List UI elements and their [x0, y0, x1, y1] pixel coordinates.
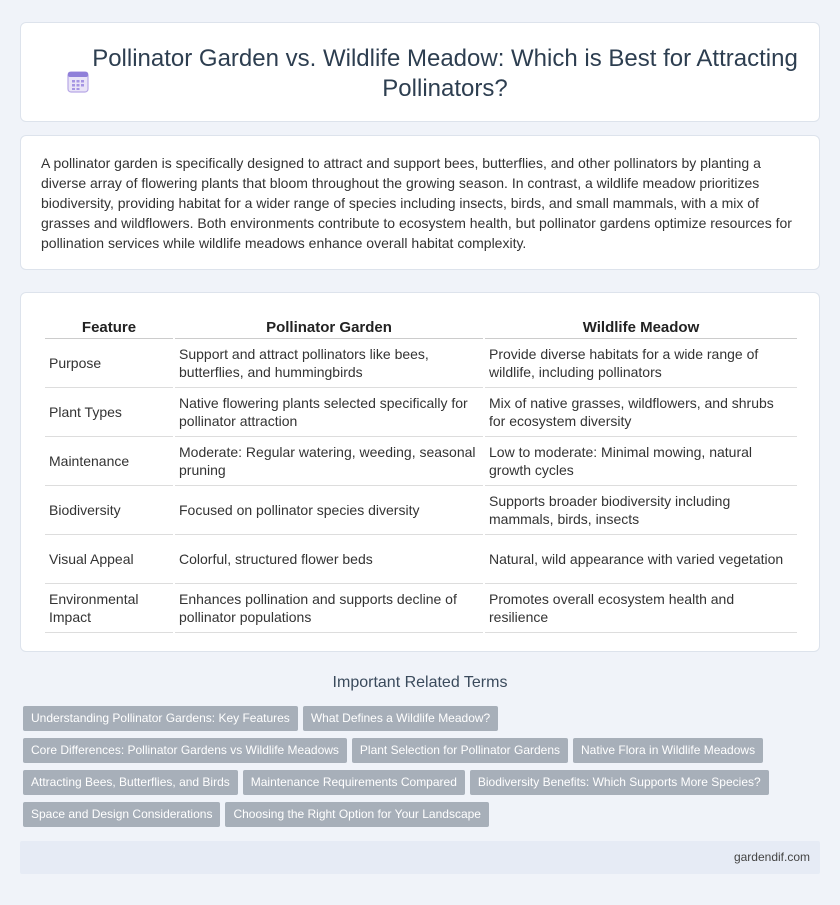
wildlife-meadow-cell: Supports broader biodiversity including mammals, birds, insects: [485, 486, 797, 535]
related-terms-list: [23, 706, 813, 834]
table-header-row: [45, 315, 797, 339]
feature-cell: Maintenance: [45, 437, 173, 486]
pollinator-garden-cell: Native flowering plants selected specifically for pollinator attraction: [175, 388, 483, 437]
tag-row: [23, 738, 813, 770]
feature-cell: Environmental Impact: [45, 584, 173, 633]
header-feature: Feature: [45, 315, 173, 339]
intro-paragraph: A pollinator garden is specifically designed to attract and support bees, butterflies, and other pollinators by planting a diverse array of flowering plants that bloom throughout the growing season. In contrast, a wildlife meadow prioritizes biodiversity, providing habitat for a wider range of species including insects, birds, and small mammals, with a mix of grasses and wildflowers. Both environments contribute to ecosystem health, but pollinator gardens optimize resources for pollination services while wildlife meadows enhance overall habitat complexity.: [41, 155, 792, 251]
feature-cell: Visual Appeal: [45, 535, 173, 584]
pollinator-garden-cell: Moderate: Regular watering, weeding, seasonal pruning: [175, 437, 483, 486]
pollinator-garden-cell: Colorful, structured flower beds: [175, 535, 483, 584]
related-term-tag[interactable]: Choosing the Right Option for Your Landscape: [225, 802, 489, 827]
header-wildlife-meadow: Wildlife Meadow: [485, 315, 797, 339]
calendar-icon: [67, 69, 89, 93]
related-term-tag[interactable]: Maintenance Requirements Compared: [243, 770, 465, 795]
feature-cell: Plant Types: [45, 388, 173, 437]
related-term-tag[interactable]: Attracting Bees, Butterflies, and Birds: [23, 770, 238, 795]
table-row: [45, 486, 797, 535]
pollinator-garden-cell: Support and attract pollinators like bees, butterflies, and hummingbirds: [175, 339, 483, 388]
page-title: Pollinator Garden vs. Wildlife Meadow: Which is Best for Attracting Pollinators?: [92, 45, 798, 102]
title-card: [20, 22, 820, 122]
footer: [20, 841, 820, 874]
feature-cell: Biodiversity: [45, 486, 173, 535]
tag-row: [23, 802, 813, 834]
feature-cell: Purpose: [45, 339, 173, 388]
related-term-tag[interactable]: Understanding Pollinator Gardens: Key Features: [23, 706, 298, 731]
comparison-card: [20, 292, 820, 652]
site-name[interactable]: gardendif.com: [733, 850, 810, 864]
wildlife-meadow-cell: Provide diverse habitats for a wide range of wildlife, including pollinators: [485, 339, 797, 388]
wildlife-meadow-cell: Promotes overall ecosystem health and resilience: [485, 584, 797, 633]
table-row: [45, 437, 797, 486]
related-term-tag[interactable]: Biodiversity Benefits: Which Supports More Species?: [470, 770, 769, 795]
related-term-tag[interactable]: Plant Selection for Pollinator Gardens: [352, 738, 568, 763]
wildlife-meadow-cell: Mix of native grasses, wildflowers, and shrubs for ecosystem diversity: [485, 388, 797, 437]
wildlife-meadow-cell: Natural, wild appearance with varied vegetation: [485, 535, 797, 584]
pollinator-garden-cell: Focused on pollinator species diversity: [175, 486, 483, 535]
wildlife-meadow-cell: Low to moderate: Minimal mowing, natural growth cycles: [485, 437, 797, 486]
comparison-table: [43, 315, 799, 633]
related-terms-title: Important Related Terms: [332, 674, 508, 691]
header-pollinator-garden: Pollinator Garden: [175, 315, 483, 339]
related-term-tag[interactable]: Native Flora in Wildlife Meadows: [573, 738, 763, 763]
table-row: [45, 535, 797, 584]
related-term-tag[interactable]: What Defines a Wildlife Meadow?: [303, 706, 498, 731]
tag-row: [23, 706, 813, 738]
table-row: [45, 584, 797, 633]
related-term-tag[interactable]: Core Differences: Pollinator Gardens vs Wildlife Meadows: [23, 738, 347, 763]
related-term-tag[interactable]: Space and Design Considerations: [23, 802, 220, 827]
pollinator-garden-cell: Enhances pollination and supports decline of pollinator populations: [175, 584, 483, 633]
table-row: [45, 388, 797, 437]
tag-row: [23, 770, 813, 802]
intro-card: [20, 135, 820, 270]
table-row: [45, 339, 797, 388]
